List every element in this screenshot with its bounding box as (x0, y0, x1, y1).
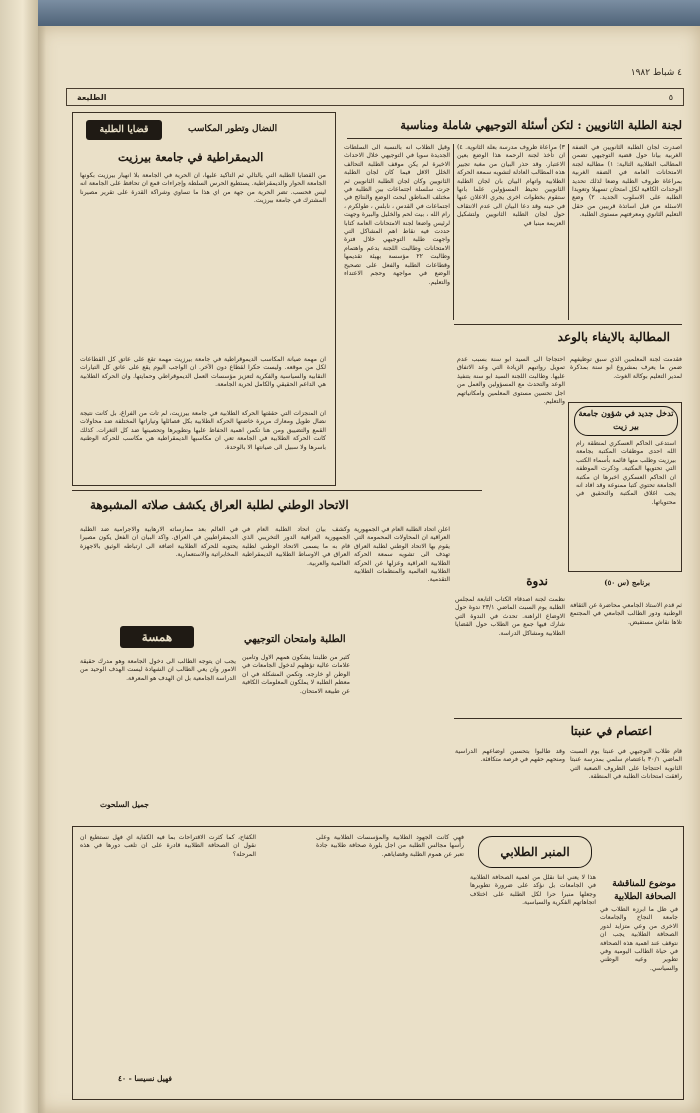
iraq-col1: في العالم بعد ممارساته الارهابية والاجرامية ضد الطلبة الديمقراطيين في العراق. واكد البيان ان الفعل يكون مصيرا يحتويه للحركة الطلابية اضافة الى ارتباطه الوثيق بالاجهزة المخابراتية والاستعمارية. (80, 526, 238, 559)
sitin-top-rule (454, 718, 682, 719)
democracy-body-3: ان المنجزات التي حققتها الحركة الطلابية في جامعة بيرزيت، لم تأت من الفراغ، بل كانت نتيجة نضال طويل ومعارك مريرة خاضتها الحركة الطلابية بكل فصائلها وتياراتها المختلفة ضد محاولات القمع والتضييق ومن هنا تكمن اهمية الحفاظ عليها وتطويرها وتحصينها ضد كل الثغرات. كذلك كانت الحركة الطلابية في الجامعة تعي ان مكاسبها الديمقراطية هي مكاسب للحركة الوطنية باسرها ولا سبيل الى صيانتها الا بالوحدة. (80, 410, 326, 451)
democracy-kicker: النضال وتطور المكاسب (188, 124, 278, 134)
minbar-body-1: في ظل ما ابرزه الطلاب في جامعة النجاح والجامعات الاخرى من وعي متزايد لدور الصحافة الطلابية يجب ان نتوقف عند اهمية هذه الصحافة في حياة الطالب اليومية وفي تطوير وعيه الوطني والسياسي. (600, 906, 678, 972)
iraq-top-rule (72, 490, 482, 491)
seminar-headline: ندوة (526, 574, 548, 588)
page-header (66, 88, 684, 106)
demand-top-rule (454, 324, 682, 325)
committee-col3: وقيل الطلاب انه بالنسبة الى السلطات الجديدة سويا في التوجيهي خلال الاحداث الاخيرة لم يكن موقف الطلبة التحالف الخلل الاقل فيما كان لجان الطلبة الثانويين وكان لجان الطلبة الثانويين ثم جرت سلسلة اجتماعات بين الطلبة في مختلف المناطق لبحث الوضع والنتائج في اجتماعات في القدس ، نابلس ، طولكرم ، رام الله ، بيت لحم والخليل والبيرة وجهت لرئيس واضعا لجنة الامتحانات العامة كتابا حددت فيه نقاط اهم المشاكل التي واجهت طلبة التوجيهي خلال فترة الامتحانات وطالبت اللجنة بدعم واهتمام وطالبت ٢٢ مؤسسة بهيئة تقديمها وقطاعات الطلبة والفعل على تصحيح الوضع في مواجهة وحجم الاعتداء والتعليم. (344, 144, 450, 286)
scan-top-band (0, 0, 700, 26)
demand-col2: فقدمت لجنة المعلمين الذي سبق توظيفهم ضمن ما يعرف بمشروع ابو سنة بمذكرة لمدير التعليم بوكالة الغوث. (570, 356, 682, 380)
program-label: برنامج (س ٥٠) (604, 578, 650, 587)
sitin-body-2: وقد طالبوا بتحسين اوضاعهم الدراسية ومنحهم حقهم في فرصة متكافئة. (455, 748, 565, 764)
minbar-headline: موضوع للمناقشة الصحافة الطلابية (612, 879, 676, 902)
iraq-headline: الاتحاد الوطني لطلبة العراق يكشف صلاته المشبوهة (90, 498, 349, 512)
democracy-body-1: من القضايا الطلبة التي بالتالي ثم التأكيد عليها، ان الحرية في الجامعة بلا انهيار بيرزيت بكونها الجامعة الحوار والديمقراطية. يستطيع الحرس السلطة وإجراءات قمع ان تحافظ على الجامعة انه ليس فحسب. تضر الحرية من جهة من اي هذا ما تساوي وشراكة القدرة على تقرير مصيرنا المشترك في جامعة بيرزيت. (80, 172, 326, 205)
democracy-body-2: ان مهمة صيانة المكاسب الديموقراطية في جامعة بيرزيت مهمة تقع على عاتق كل القطاعات لكل من موقعه. وليست حكرا لقطاع دون الآخر. ان الواجب اليوم يقع على عاتق كل التيارات النقابية والسياسية والفكرية لتعزيز مؤسسات العمل الديموقراطي وحمايتها. وان الحركة الطلابية هي الداعم الحقيقي والكامل لحرية الجامعة. (80, 356, 326, 389)
minbar-badge: المنبر الطلابي (478, 836, 592, 868)
exams-body: كثير من طلبتنا يشكون همهم الاول وتأمين علامات عالية تؤهلهم لدخول الجامعات في الوطن او خارجه. وتكمن المشكلة في ان معظم الطلبة لا يملكون المعلومات الكافية عن طبيعة الامتحان. (242, 654, 350, 695)
committee-divider-1 (568, 144, 569, 320)
page-number: ٥ (668, 92, 673, 102)
newspaper-page (38, 26, 700, 1113)
iraq-col3: اعلن اتحاد الطلبة العام في الجمهورية العراقية ان المحاولات المحمومة التي يقوم بها الاتحاد الوطني لطلبة العراق تهدف الى تشويه سمعة الحركة الطلابية العراقية وعزلها عن الحركة الطلابية العالمية والمنظمات الطلابية التقدمية. (354, 526, 450, 584)
sitin-body: قام طلاب التوجيهي في عنبتا يوم السبت الماضي ٣٠/١ باعتصام سلمي بمدرسة عنبتا الثانوية احتجاجا على الظروف الصعبة التي رافقت امتحانات الطلبة في المنطقة. (570, 748, 682, 781)
committee-col1: اصدرت لجان الطلبة الثانويين في الضفة الغربية بيانا حول قضية التوجيهي تضمن المطالب الطلابية التالية: ١) مطالبة لجنة الامتحانات العامة في الضفة الغربية بمراعاة ظروف الطلبة وضعا لذلك تحديد الوحدات الكافية لكل امتحان تسهيلا وتعويدا الطلبة على الاسلوب الجديد. ٢) وضع الاسئلة من قبل اساتذة قريبين من حقل التعليم الثانوي ومعرفتهم مستوى الطلبة. (572, 144, 682, 219)
committee-col2: ٣) مراعاة ظروف مدرسة بعلة الثانوية. ٤) ان تأخذ لجنة الرحمة هذا الوضع بعين الاعتبار. وقد حذر البيان من مغبة تجيير هذه المطالب العادلة لتشويه سمعة الحركة الطلابية واتهام البيان بان لجان الطلبة الثانويين تحيط المسؤولين علما بانها ستقوم بخطوات اخرى يجري الاعلان عنها في حينه وقد دعا البيان الى عدم الانتقاف حول لجان الطلبة الثانويين ولتشكيل العزيمة مبنيا في (457, 144, 565, 227)
seminar-body: نظمت لجنة اصدقاء الكتاب التابعة لمجلس الطلبة يوم السبت الماضي ٢٣/١ ندوة حول الاوضاع الراهنة. تحدث في الندوة التي شارك فيها جمع من الطلاب حول القضايا الطلابية ومشاكل الدراسة. (455, 596, 565, 637)
demand-col1: احتجاجا الى السيد ابو سنة بسبب عدم تمويل رواتبهم الزيادة التي وعد الاتفاق عليها. وطالبت اللجنة السيد ابو سنة بتنفيذ الوعد والتحدث مع المسؤولين والعمل من اجل تحسين مستوى المعلمين وامكانياتهم والتعليم. (457, 356, 565, 406)
committee-headline: لجنة الطلبة الثانويين : لتكن أسئلة التوجيهي شاملة ومناسبة (400, 118, 682, 132)
shuon-body: استدعى الحاكم العسكري لمنطقة رام الله احدى موظفات المكتبة بجامعة بيرزيت وطلب منها قائمة بأسماء الكتب التي تحتويها المكتبة. وذكرت الموظفة ان الحاكم العسكري اخبرها ان مكتبة الجامعة تحتوي كتبا ممنوعة وقد افاد انه يجب اغلاق المكتبة والتحقيق في محتوياتها. (576, 440, 676, 506)
issue-date: ٤ شباط ١٩٨٢ (630, 68, 682, 78)
minbar-body-4: الكفاح، كما كثرت الاقتراحات بما فيه الكفاية اي فهل نستطيع ان نقول ان الصحافة الطلابية قادرة على ان تلعب دورها في هذه المرحلة؟ (80, 834, 256, 858)
seminar-body-2: ثم قدم الاستاذ الجامعي محاضرة عن الثقافة الوطنية ودور الطالب الجامعي في المجتمع تلاها نقاش مستفيض. (570, 602, 682, 626)
minbar-body-3: فهي كانت الجهود الطلابية والمؤسسات الطلابية وعلى رأسها مجالس الطلبة من اجل بلورة صحافة طلابية جادة تعبر عن هموم الطلبة وقضاياهم. (316, 834, 464, 858)
exams-headline: الطلبة وامتحان التوجيهي (244, 634, 346, 645)
student-issues-label: قضايا الطلبة (86, 120, 162, 140)
committee-divider-2 (453, 144, 454, 320)
scan-left-edge (0, 0, 38, 1113)
humsa-body: يجب ان يتوجه الطالب الى دخول الجامعة وهو مدرك حقيقة الامور وان يعي الطالب ان الشهادة ليست الهدف الوحيد من الدراسة الجامعية بل ان الهدف هو المعرفة. (80, 658, 236, 682)
humsa-signature: جميل السلحوت (100, 800, 149, 809)
iraq-col2: وكشف بيان اتحاد الطلبة العام في الجمهورية العراقية الدور التخريبي الذي قام به ما يسمى الاتحاد الوطني لطلبة العراق في الاوساط الطلابية الديمقراطية العالمية والعربية. (242, 526, 350, 567)
sitin-headline: اعتصام في عنبتا (570, 724, 652, 738)
democracy-headline: الديمقراطية في جامعة بيرزيت (118, 150, 264, 164)
humsa-badge: همسة (120, 626, 194, 648)
page-fold-shadow (38, 26, 46, 1113)
demand-headline: المطالبة بالايفاء بالوعد (557, 330, 670, 344)
shuon-headline: تدخل جديد في شؤون جامعة بير زيت (574, 406, 678, 436)
section-name: الطليعة (77, 92, 107, 102)
minbar-signature: فهيل نسيسا - ٤٠ (118, 1074, 173, 1083)
committee-rule (347, 138, 682, 139)
minbar-body-2: هذا لا يعني اننا نقلل من اهمية الصحافة الطلابية في الجامعات بل نؤكد على ضرورة تطويرها وجعلها منبرا حرا لكل الطلبة على اختلاف اتجاهاتهم الفكرية والسياسية. (470, 874, 596, 907)
